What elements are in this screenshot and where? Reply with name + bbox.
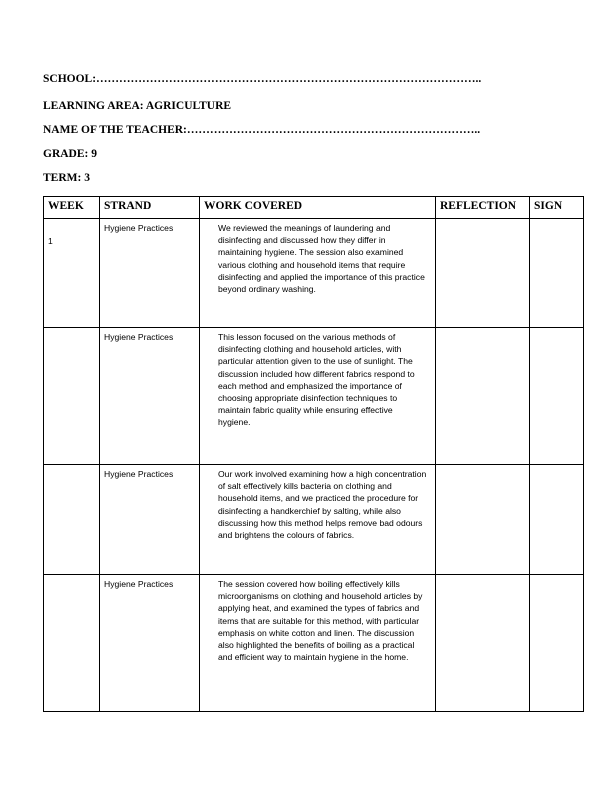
work-covered-text: The session covered how boiling effectively kills microorganisms on clothing and household articles by applying heat, and examined the types of fabrics and items that are suitable for this method, with particular emphasis on white cotton and linen. The discussion also highlighted the benefits of boiling as a practical and efficient way to maintain hygiene in the home. <box>218 579 423 663</box>
school-field: SCHOOL:……………………………………………………………………………………….. <box>43 73 482 85</box>
reflection-cell[interactable] <box>436 328 530 465</box>
grade-field: GRADE: 9 <box>43 148 97 160</box>
sign-cell[interactable] <box>530 328 584 465</box>
table-row <box>44 328 584 465</box>
work-covered-cell <box>200 219 436 328</box>
week-cell <box>44 328 100 465</box>
work-covered-text: This lesson focused on the various methods of disinfecting clothing and household articles, with particular attention given to the use of sunlight. The discussion included how different fabrics respond to each method and emphasized the importance of choosing appropriate disinfection techniques to maintain fabric quality while ensuring effective hygiene. <box>218 332 415 428</box>
teacher-name-field: NAME OF THE TEACHER:………………………………………………………………….. <box>43 124 481 136</box>
table-row <box>44 575 584 712</box>
strand-cell: Hygiene Practices <box>100 328 200 465</box>
week-cell <box>44 575 100 712</box>
strand-column-header: STRAND <box>100 197 200 219</box>
week-cell: 1 <box>44 219 100 328</box>
sign-cell[interactable] <box>530 219 584 328</box>
strand-cell: Hygiene Practices <box>100 219 200 328</box>
table-header-row <box>44 197 584 219</box>
term-field: TERM: 3 <box>43 172 90 184</box>
sign-cell[interactable] <box>530 575 584 712</box>
strand-cell: Hygiene Practices <box>100 575 200 712</box>
table-row <box>44 219 584 328</box>
work-covered-cell <box>200 465 436 575</box>
reflection-column-header: REFLECTION <box>436 197 530 219</box>
reflection-cell[interactable] <box>436 575 530 712</box>
reflection-cell[interactable] <box>436 219 530 328</box>
work-record-table <box>43 196 584 712</box>
work-covered-text: We reviewed the meanings of laundering and disinfecting and discussed how they differ in maintaining hygiene. The session also examined various clothing and household items that require disinfecting and applied the importance of this practice beyond ordinary washing. <box>218 223 425 295</box>
sign-column-header: SIGN <box>530 197 584 219</box>
work-covered-cell <box>200 575 436 712</box>
week-cell <box>44 465 100 575</box>
strand-cell: Hygiene Practices <box>100 465 200 575</box>
work-covered-column-header: WORK COVERED <box>200 197 436 219</box>
week-column-header: WEEK <box>44 197 100 219</box>
work-covered-text: Our work involved examining how a high concentration of salt effectively kills bacteria on clothing and household items, and we practiced the procedure for disinfecting a handkerchief by salting, while also discussing how this method helps remove bad odours and brightens the colours of fabrics. <box>218 469 427 541</box>
work-covered-cell <box>200 328 436 465</box>
reflection-cell[interactable] <box>436 465 530 575</box>
sign-cell[interactable] <box>530 465 584 575</box>
table-row <box>44 465 584 575</box>
learning-area-field: LEARNING AREA: AGRICULTURE <box>43 100 232 112</box>
